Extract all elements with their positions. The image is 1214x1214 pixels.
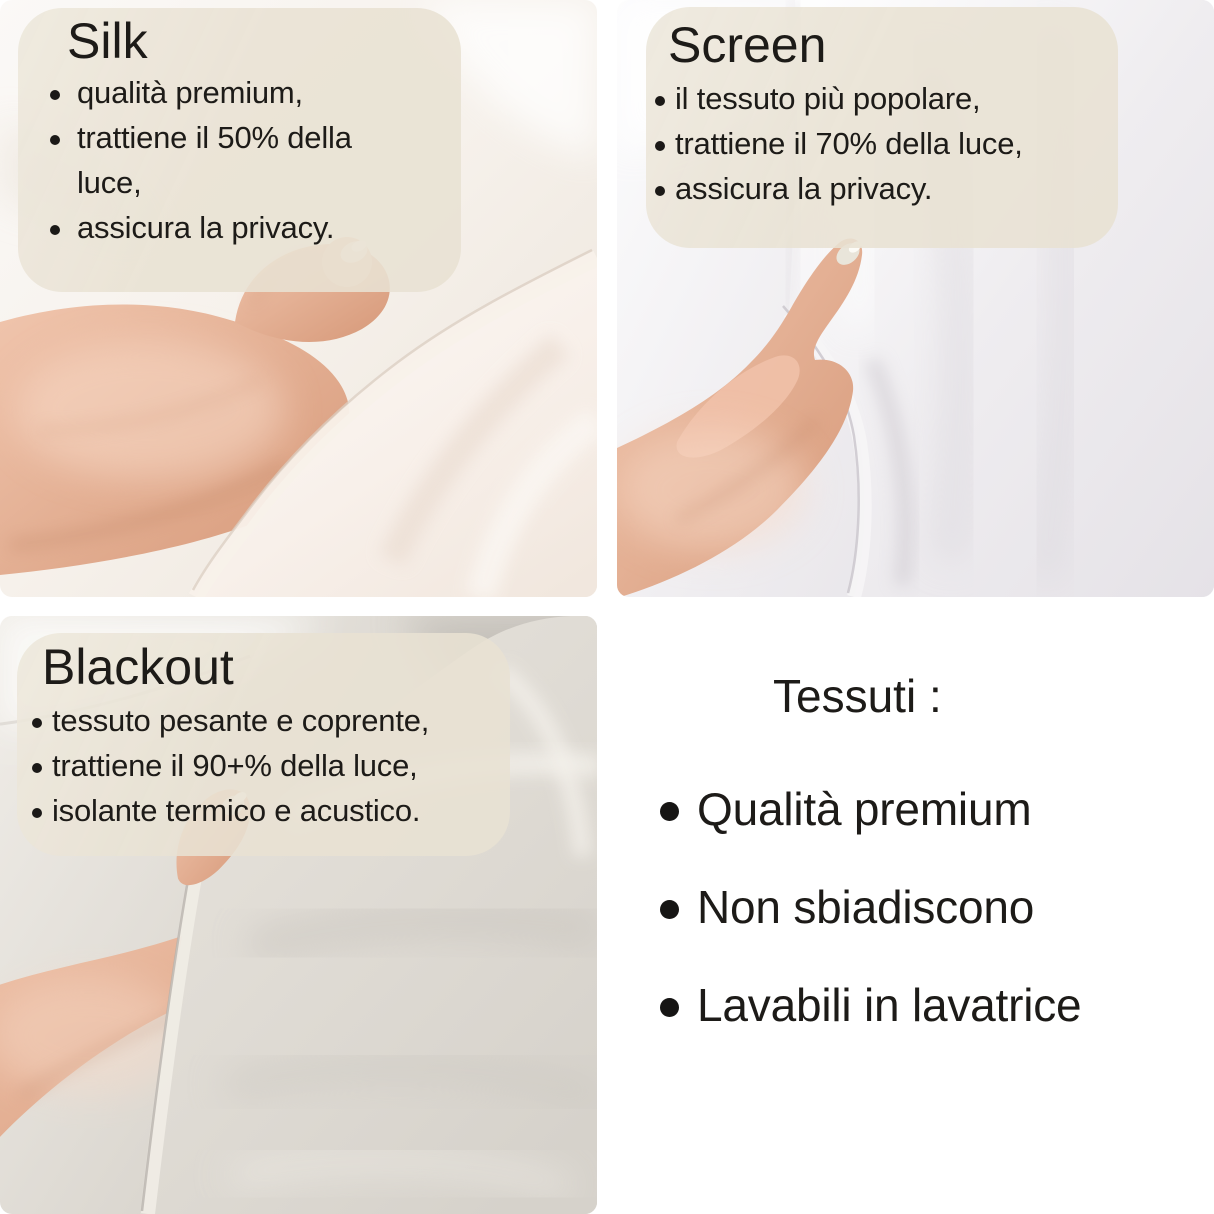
bullet-text: assicura la privacy.	[675, 171, 933, 206]
blackout-card-title: Blackout	[42, 639, 234, 695]
bullet-dot-icon	[50, 135, 60, 145]
bullet-text: trattiene il 50% della luce,	[77, 120, 352, 200]
panel-tessuti	[617, 616, 1214, 1214]
bullet-text: trattiene il 70% della luce,	[675, 126, 1023, 161]
screen-info-card	[646, 7, 1118, 248]
bullet-text: Non sbiadiscono	[697, 881, 1035, 933]
bullet-item	[32, 788, 504, 833]
screen-bullet-list	[655, 76, 1112, 211]
bullet-text: qualità premium,	[77, 75, 303, 110]
bullet-text: assicura la privacy.	[77, 210, 335, 245]
tessuti-title: Tessuti :	[773, 670, 942, 722]
bullet-item	[32, 698, 504, 743]
bullet-item	[32, 743, 504, 788]
bullet-dot-icon	[50, 90, 60, 100]
bullet-item	[660, 976, 1081, 1034]
silk-bullet-list	[50, 70, 449, 250]
bullet-dot-icon	[655, 96, 665, 106]
silk-info-card	[18, 8, 461, 292]
bullet-item	[655, 76, 1112, 121]
blackout-bullet-list	[32, 698, 504, 833]
bullet-text: tessuto pesante e coprente,	[52, 703, 430, 738]
bullet-item	[50, 205, 392, 250]
bullet-item	[655, 166, 1112, 211]
bullet-dot-icon	[32, 808, 42, 818]
screen-card-title: Screen	[668, 17, 827, 73]
bullet-dot-icon	[32, 763, 42, 773]
bullet-dot-icon	[660, 998, 679, 1017]
bullet-dot-icon	[660, 802, 679, 821]
tessuti-bullet-list	[660, 780, 1081, 1074]
bullet-dot-icon	[50, 225, 60, 235]
silk-card-title: Silk	[67, 13, 148, 69]
bullet-text: trattiene il 90+% della luce,	[52, 748, 418, 783]
bullet-dot-icon	[655, 186, 665, 196]
panel-screen	[617, 0, 1214, 597]
panel-silk	[0, 0, 597, 597]
bullet-item	[660, 780, 1081, 838]
bullet-item	[50, 115, 392, 205]
bullet-dot-icon	[660, 900, 679, 919]
bullet-item	[660, 878, 1081, 936]
panel-blackout	[0, 616, 597, 1214]
bullet-dot-icon	[655, 141, 665, 151]
bullet-dot-icon	[32, 718, 42, 728]
bullet-text: il tessuto più popolare,	[675, 81, 981, 116]
bullet-text: Qualità premium	[697, 783, 1032, 835]
blackout-info-card	[17, 633, 510, 856]
bullet-text: Lavabili in lavatrice	[697, 979, 1082, 1031]
bullet-item	[50, 70, 392, 115]
bullet-text: isolante termico e acustico.	[52, 793, 421, 828]
bullet-item	[655, 121, 1112, 166]
